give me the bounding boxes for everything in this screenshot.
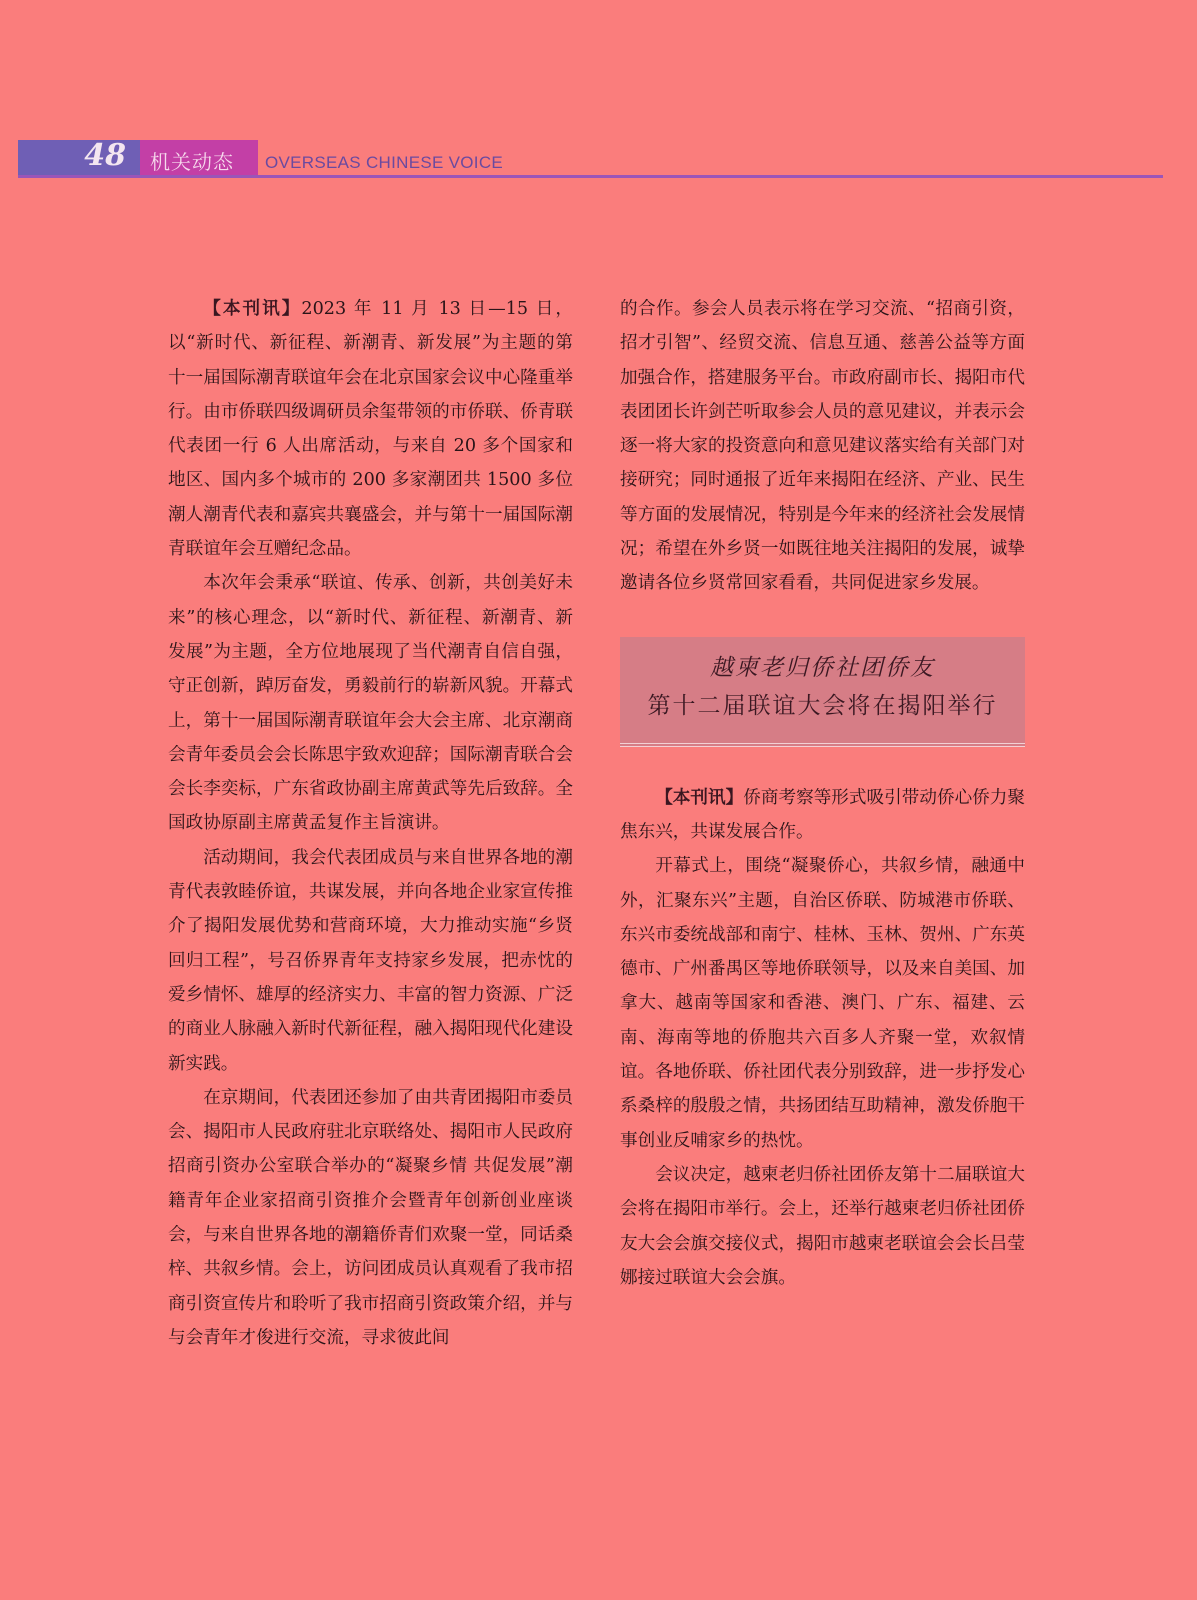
left-column xyxy=(168,292,573,1355)
article2-title-line-1: 越柬老归侨社团侨友 xyxy=(710,654,935,681)
header-rule xyxy=(18,175,1163,178)
article1-paragraph-4: 在京期间，代表团还参加了由共青团揭阳市委员会、揭阳市人民政府驻北京联络处、揭阳市人民政府招商引资办公室联合举办的“凝聚乡情 共促发展”潮籍青年企业家招商引资推介会暨青年创新创业座谈会，与来自世界各地的潮籍侨青们欢聚一堂，同话桑梓、共叙乡情。会上，访问团成员认真观看了我市招商引资宣传片和聆听了我市招商引资政策介绍，并与与会青年才俊进行交流，寻求彼此间 xyxy=(168,1087,573,1348)
article1-paragraph-2: 本次年会秉承“联谊、传承、创新，共创美好未来”的核心理念，以“新时代、新征程、新潮青、新发展”为主题，全方位地展现了当代潮青自信自强，守正创新，踔厉奋发，勇毅前行的崭新风貌。开幕式上，第十一届国际潮青联谊年会大会主席、北京潮商会青年委员会会长陈思宇致欢迎辞；国际潮青联合会会长李奕标，广东省政协副主席黄武等先后致辞。全国政协原副主席黄孟复作主旨演讲。 xyxy=(168,573,573,834)
page-number-box xyxy=(18,140,140,176)
article2-paragraph-1 xyxy=(620,781,1025,850)
article2-tag: 【本刊讯】 xyxy=(655,786,744,808)
article2-title-line-2: 第十二届联谊大会将在揭阳举行 xyxy=(647,692,998,719)
article1-paragraph-1 xyxy=(168,292,573,566)
magazine-title: OVERSEAS CHINESE VOICE xyxy=(265,153,504,172)
article2-paragraph-2: 开幕式上，围绕“凝聚侨心，共叙乡情，融通中外，汇聚东兴”主题，自治区侨联、防城港市侨联、东兴市委统战部和南宁、桂林、玉林、贺州、广东英德市、广州番禺区等地侨联领导，以及来自美国、加拿大、越南等国家和香港、澳门、广东、福建、云南、海南等地的侨胞共六百多人齐聚一堂，欢叙情谊。各地侨联、侨社团代表分别致辞，进一步抒发心系桑梓的殷殷之情，共扬团结互助精神，激发侨胞干事创业反哺家乡的热忱。 xyxy=(620,856,1025,1151)
article1-paragraph-3: 活动期间，我会代表团成员与来自世界各地的潮青代表敦睦侨谊，共谋发展，并向各地企业家宣传推介了揭阳发展优势和营商环境，大力推动实施“乡贤回归工程”，号召侨界青年支持家乡发展，把赤忱的爱乡情怀、雄厚的经济实力、丰富的智力资源、广泛的商业人脉融入新时代新征程，融入揭阳现代化建设新实践。 xyxy=(168,847,573,1074)
section-box xyxy=(140,140,258,176)
right-column xyxy=(620,292,1025,1295)
page-number: 48 xyxy=(84,138,126,173)
article2-paragraph-3: 会议决定，越柬老归侨社团侨友第十二届联谊大会将在揭阳市举行。会上，还举行越柬老归侨社团侨友大会会旗交接仪式，揭阳市越柬老联谊会会长吕莹娜接过联谊大会会旗。 xyxy=(620,1164,1025,1288)
page-header xyxy=(18,140,1163,178)
article2-title-box xyxy=(620,637,1025,747)
article1-tag: 【本刊讯】 xyxy=(203,298,302,319)
article1-paragraph-1-text: 2023 年 11 月 13 日—15 日，以“新时代、新征程、新潮青、新发展”为主题的第十一届国际潮青联谊年会在北京国家会议中心隆重举行。由市侨联四级调研员余玺带领的市侨联、侨青联代表团一行 6 人出席活动，与来自 20 多个国家和地区、国内多个城市的 200 多家潮团共 1500 多位潮人潮青代表和嘉宾共襄盛会，并与第十一届国际潮青联谊年会互赠纪念品。 xyxy=(168,299,573,560)
article1-paragraph-4-continued: 的合作。参会人员表示将在学习交流、“招商引资，招才引智”、经贸交流、信息互通、慈善公益等方面加强合作，搭建服务平台。市政府副市长、揭阳市代表团团长许剑芒听取参会人员的意见建议，并表示会逐一将大家的投资意向和意见建议落实给有关部门对接研究；同时通报了近年来揭阳在经济、产业、民生等方面的发展情况，特别是今年来的经济社会发展情况；希望在外乡贤一如既往地关注揭阳的发展，诚挚邀请各位乡贤常回家看看，共同促进家乡发展。 xyxy=(620,299,1025,594)
article2-paragraph-1-text: 侨商考察等形式吸引带动侨心侨力聚焦东兴，共谋发展合作。 xyxy=(620,787,1025,842)
section-label: 机关动态 xyxy=(150,150,234,174)
